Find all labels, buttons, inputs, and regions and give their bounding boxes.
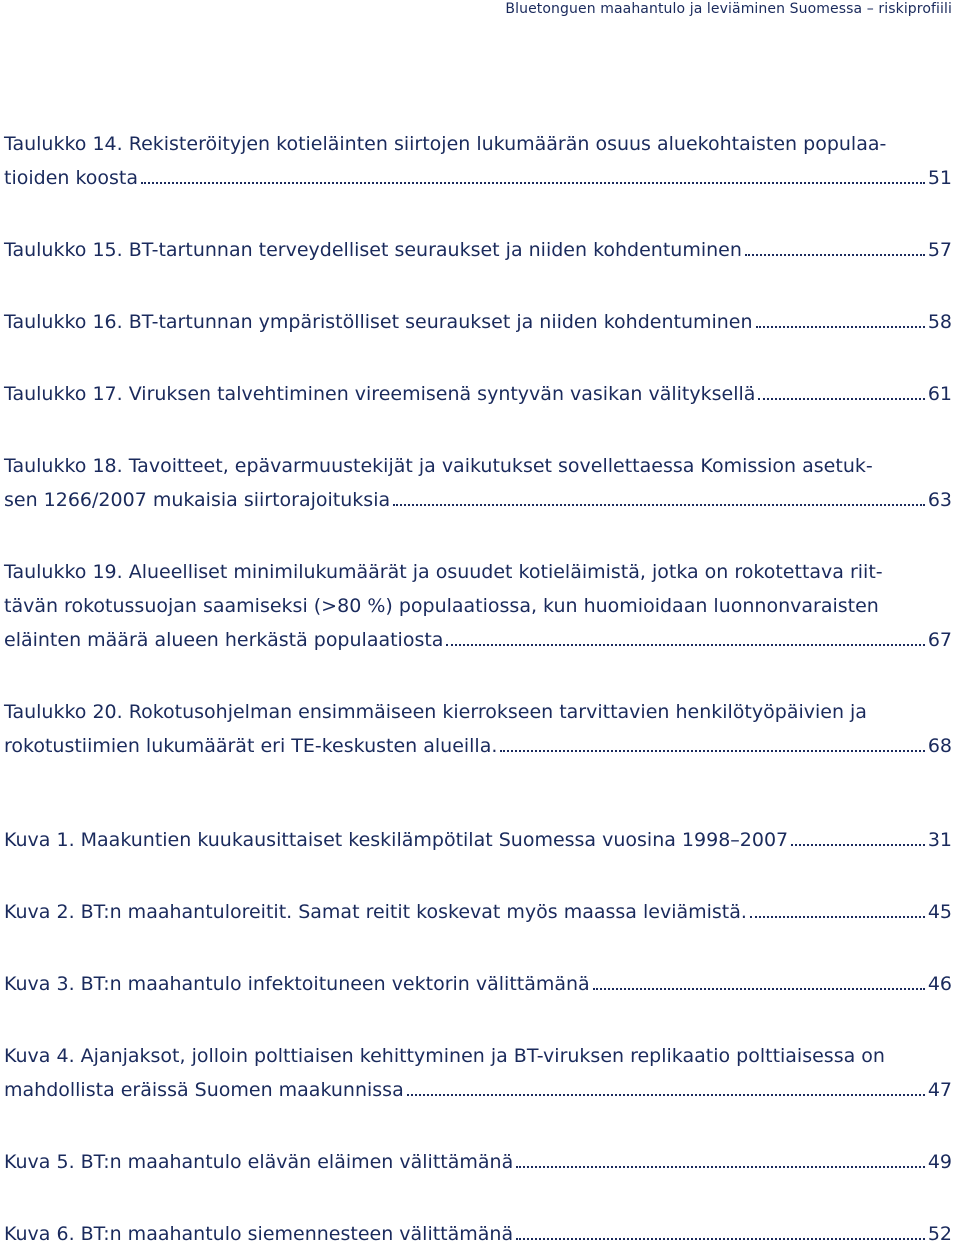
page-number: 51 <box>927 167 952 189</box>
entry-line <box>4 305 952 339</box>
dot-leader <box>593 988 925 990</box>
page-number: 68 <box>927 735 952 757</box>
entry-line <box>4 1073 952 1107</box>
entry-text: Kuva 1. Maakuntien kuukausittaiset keskilämpötilat Suomessa vuosina 1998–2007 <box>4 829 789 851</box>
page-number: 67 <box>927 629 952 651</box>
dot-leader <box>516 1238 925 1240</box>
dot-leader <box>745 254 925 256</box>
toc-entry-kuva-5[interactable] <box>4 1145 952 1179</box>
entry-line <box>4 377 952 411</box>
entry-text: Taulukko 15. BT-tartunnan terveydelliset seuraukset ja niiden kohdentuminen <box>4 239 742 261</box>
page-number: 46 <box>927 973 952 995</box>
dot-leader <box>141 182 925 184</box>
toc-entry-taulukko-18[interactable] <box>4 449 952 517</box>
page-number: 45 <box>927 901 952 923</box>
entry-line <box>4 967 952 1001</box>
entry-text: Taulukko 19. Alueelliset minimilukumäärät ja osuudet kotieläimistä, jotka on rokotettava riit- <box>4 561 883 583</box>
entry-text: Taulukko 18. Tavoitteet, epävarmuustekijät ja vaikutukset sovellettaessa Komission asetuk- <box>4 455 873 477</box>
entry-line <box>4 233 952 267</box>
page-number: 61 <box>927 383 952 405</box>
toc-entry-kuva-2[interactable] <box>4 895 952 929</box>
entry-text: tävän rokotussuojan saamiseksi (>80 %) populaatiossa, kun huomioidaan luonnonvaraisten <box>4 595 879 617</box>
entry-text: Kuva 5. BT:n maahantulo elävän eläimen välittämänä <box>4 1151 514 1173</box>
dot-leader <box>446 644 924 646</box>
entry-line <box>4 1145 952 1179</box>
dot-leader <box>393 504 925 506</box>
toc-entry-taulukko-20[interactable] <box>4 695 952 763</box>
entry-line <box>4 449 952 483</box>
toc-entry-taulukko-19[interactable] <box>4 555 952 657</box>
entry-line <box>4 555 952 589</box>
entry-text: Kuva 3. BT:n maahantulo infektoituneen vektorin välittämänä <box>4 973 590 995</box>
entry-line <box>4 729 952 763</box>
entry-line <box>4 1217 952 1251</box>
entry-line <box>4 127 952 161</box>
page-number: 52 <box>927 1223 952 1245</box>
page-number: 31 <box>927 829 952 851</box>
entry-text: Kuva 4. Ajanjaksot, jolloin polttiaisen kehittyminen ja BT-viruksen replikaatio polttiaisessa on <box>4 1045 885 1067</box>
dot-leader <box>407 1094 925 1096</box>
entry-line <box>4 823 952 857</box>
toc-entry-taulukko-16[interactable] <box>4 305 952 339</box>
entry-line <box>4 1039 952 1073</box>
dot-leader <box>750 916 925 918</box>
entry-text: sen 1266/2007 mukaisia siirtorajoituksia <box>4 489 391 511</box>
page-number: 58 <box>927 311 952 333</box>
entry-line <box>4 161 952 195</box>
dot-leader <box>500 750 924 752</box>
entry-text: Kuva 6. BT:n maahantulo siemennesteen välittämänä <box>4 1223 514 1245</box>
dot-leader <box>756 326 925 328</box>
entry-line <box>4 589 952 623</box>
toc-entry-kuva-6[interactable] <box>4 1217 952 1251</box>
page-number: 47 <box>927 1079 952 1101</box>
entry-text: Taulukko 20. Rokotusohjelman ensimmäiseen kierrokseen tarvittavien henkilötyöpäivien ja <box>4 701 867 723</box>
toc-entry-kuva-3[interactable] <box>4 967 952 1001</box>
entry-text: Kuva 2. BT:n maahantuloreitit. Samat reitit koskevat myös maassa leviämistä. <box>4 901 747 923</box>
entry-line <box>4 895 952 929</box>
page-number: 57 <box>927 239 952 261</box>
entry-text: Taulukko 16. BT-tartunnan ympäristölliset seuraukset ja niiden kohdentuminen <box>4 311 753 333</box>
toc-entry-kuva-4[interactable] <box>4 1039 952 1107</box>
entry-text: rokotustiimien lukumäärät eri TE-keskusten alueilla. <box>4 735 498 757</box>
page-number: 49 <box>927 1151 952 1173</box>
entry-text: Taulukko 17. Viruksen talvehtiminen vireemisenä syntyvän vasikan välityksellä <box>4 383 756 405</box>
toc-entry-taulukko-15[interactable] <box>4 233 952 267</box>
running-header: Bluetonguen maahantulo ja leviäminen Suomessa – riskiprofiili <box>505 1 952 17</box>
dot-leader <box>758 398 924 400</box>
entry-text: eläinten määrä alueen herkästä populaatiosta <box>4 629 444 651</box>
entry-text: tioiden koosta <box>4 167 139 189</box>
entry-line <box>4 483 952 517</box>
tables-list <box>4 127 952 763</box>
entry-text: mahdollista eräissä Suomen maakunnissa <box>4 1079 404 1101</box>
page-number: 63 <box>927 489 952 511</box>
dot-leader <box>791 844 925 846</box>
figures-list <box>4 823 952 1251</box>
dot-leader <box>516 1166 925 1168</box>
entry-line <box>4 695 952 729</box>
entry-text: Taulukko 14. Rekisteröityjen kotieläinten siirtojen lukumäärän osuus aluekohtaisten populaa- <box>4 133 887 155</box>
toc-entry-taulukko-14[interactable] <box>4 127 952 195</box>
toc-entry-taulukko-17[interactable] <box>4 377 952 411</box>
toc-entry-kuva-1[interactable] <box>4 823 952 857</box>
entry-line <box>4 623 952 657</box>
